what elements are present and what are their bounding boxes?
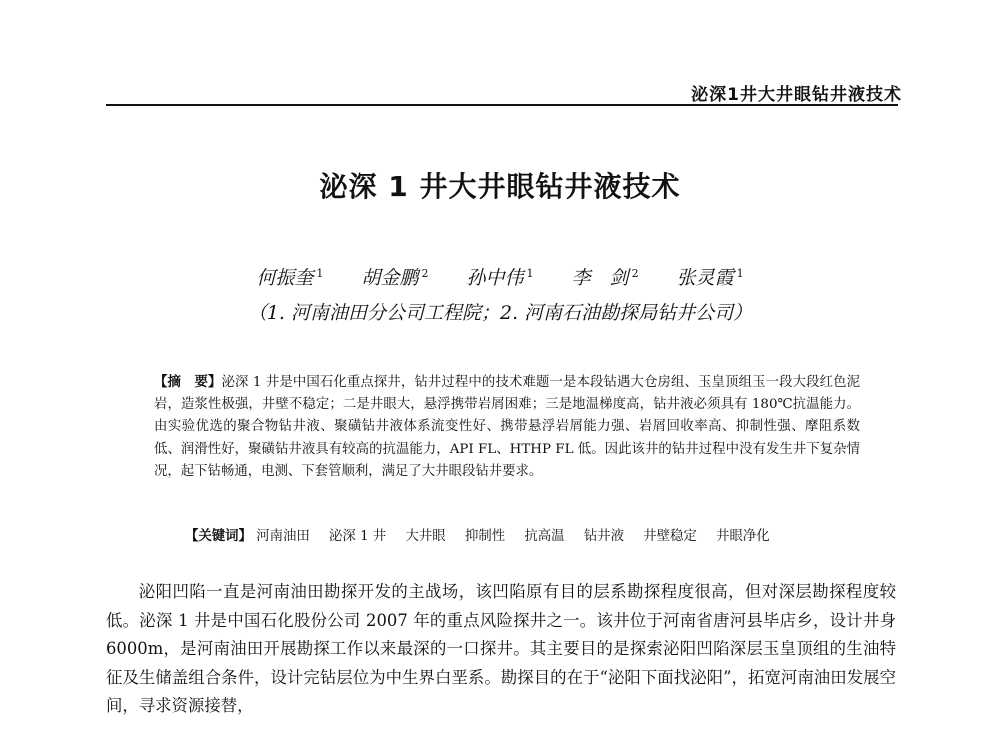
author-affiliation-mark: 1 xyxy=(736,266,744,280)
keywords xyxy=(185,526,885,548)
author-affiliation-mark: 1 xyxy=(316,266,324,280)
keyword: 抑制性 xyxy=(464,529,506,544)
abstract-text: 泌深 1 井是中国石化重点探井，钻井过程中的技术难题一是本段钻遇大仓房组、玉皇顶组玉一段大段红色泥岩，造浆性极强，井壁不稳定；二是井眼大，悬浮携带岩屑困难；三是地温梯度高，钻井液必须具有 180℃抗温能力。由实验优选的聚合物钻井液、聚磺钻井液体系流变性好、携带悬浮岩屑能力强、岩屑回收率高、抑制性强、摩阻系数低、润滑性好，聚磺钻井液具有较高的抗温能力，API FL、HTHP FL 低。因此该井的钻井过程中没有发生井下复杂情况，起下钻畅通，电测、下套管顺利，满足了大井眼段钻井要求。 xyxy=(154,375,861,479)
author-affiliation-mark: 2 xyxy=(421,266,429,280)
keyword: 钻井液 xyxy=(583,529,625,544)
author xyxy=(361,267,428,289)
author-name: 何振奎 xyxy=(256,267,314,289)
author-name: 胡金鹏 xyxy=(361,267,419,289)
author-name: 张灵霞 xyxy=(676,267,734,289)
body-paragraph: 泌阳凹陷一直是河南油田勘探开发的主战场，该凹陷原有目的层系勘探程度很高，但对深层勘探程度较低。泌深 1 井是中国石化股份公司 2007 年的重点风险探井之一。该井位于河南省唐河县毕店乡，设计井身 6000m，是河南油田开展勘探工作以来最深的一口探井。其主要目的是探索泌阳凹陷深层玉皇顶组的生油特征及生储盖组合条件，设计完钻层位为中生界白垩系。勘探目的在于“泌阳下面找泌阳”，拓宽河南油田发展空间，寻求资源接替， xyxy=(106,582,896,716)
keyword: 河南油田 xyxy=(256,529,310,544)
author-name: 孙中伟 xyxy=(466,267,524,289)
author xyxy=(572,267,639,289)
author-affiliation-mark: 2 xyxy=(631,266,639,280)
author xyxy=(256,267,323,289)
keyword: 井眼净化 xyxy=(716,529,770,544)
keyword: 大井眼 xyxy=(405,529,446,544)
author-list xyxy=(0,263,1000,290)
abstract xyxy=(154,372,860,483)
paper-title: 泌深 1 井大井眼钻井液技术 xyxy=(319,170,681,203)
keywords-label: 【关键词】 xyxy=(185,529,252,544)
author-affiliation-mark: 1 xyxy=(526,266,534,280)
author xyxy=(466,267,533,289)
affiliations: （1. 河南油田分公司工程院；2. 河南石油勘探局钻井公司） xyxy=(247,302,753,324)
abstract-label: 【摘 要】 xyxy=(154,375,222,390)
author-name: 李 剑 xyxy=(571,267,629,289)
keyword: 泌深 1 井 xyxy=(329,529,387,544)
running-header: 泌深1井大井眼钻井液技术 xyxy=(691,85,902,105)
keyword: 井壁稳定 xyxy=(643,529,697,544)
keyword: 抗高温 xyxy=(524,529,565,544)
header-rule xyxy=(106,104,898,106)
author xyxy=(677,267,744,289)
